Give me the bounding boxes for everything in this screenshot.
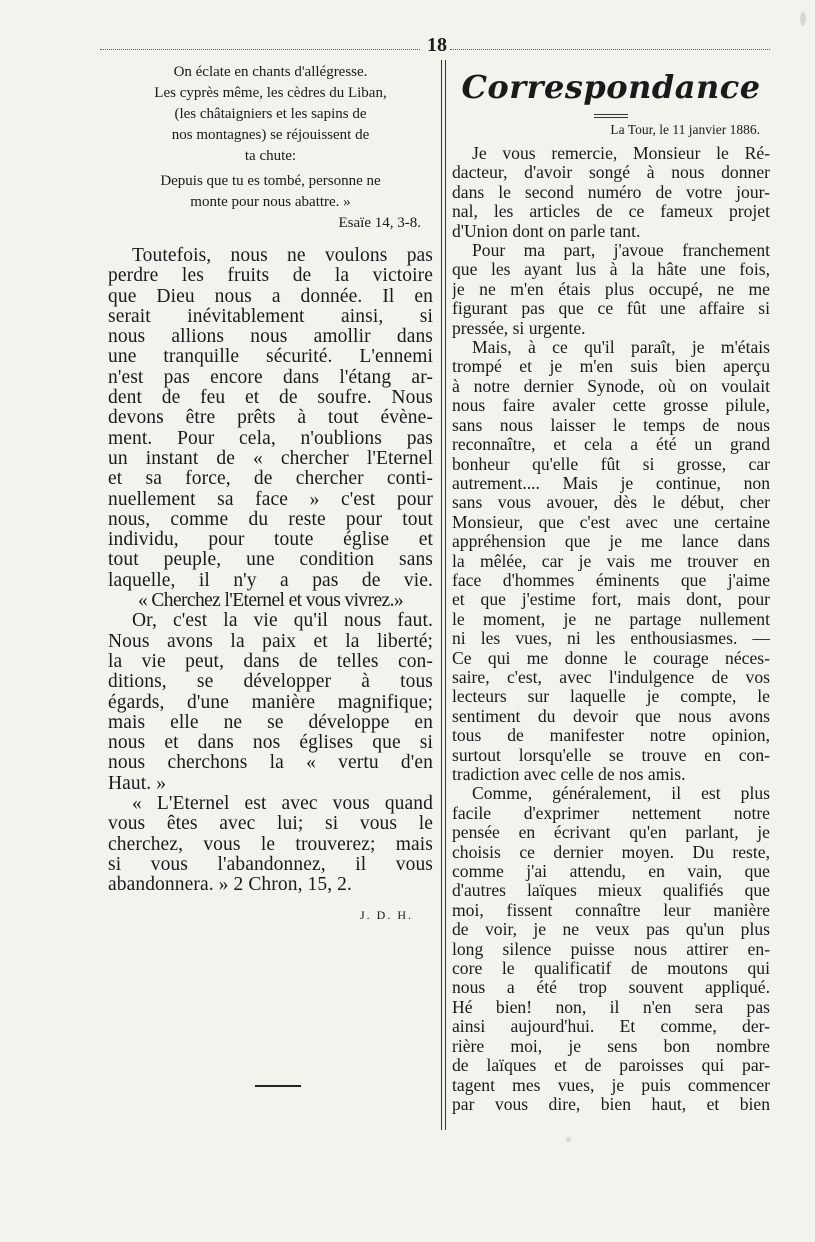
verse-line: Les cyprès même, les cèdres du Liban, [154, 85, 387, 101]
text-line: dacteur, d'avoir songé à nous donner [452, 163, 770, 183]
text-line: moi, fissent connaître leur manière [452, 900, 770, 920]
heading-rule [594, 114, 628, 118]
text-line: Ce qui me donne le courage néces- [452, 648, 770, 668]
text-line: nous et dans nos églises que si [108, 733, 433, 754]
left-paragraph-1 [108, 246, 433, 611]
text-line: une tranquille sécurité. L'ennemi [108, 347, 433, 368]
text-line: face d'hommes éminents que j'aime [452, 570, 770, 590]
text-line: tagent mes vues, je puis commencer [452, 1075, 770, 1095]
text-line: de voir, je ne veux pas qu'un plus [452, 920, 770, 940]
text-line: que les ayant lus à la hâte une fois, [452, 260, 770, 280]
end-rule [255, 1085, 301, 1087]
section-heading: Correspondance [461, 68, 761, 106]
text-line: bonheur qu'elle fût si grosse, car [452, 454, 770, 474]
text-line: et sa force, de chercher conti- [108, 469, 433, 490]
text-line: mais elle ne se développe en [108, 712, 433, 733]
text-line: serait inévitablement ainsi, si [108, 306, 433, 327]
text-line: si vous l'abandonnez, il vous [108, 854, 433, 875]
verse-line: monte pour nous abattre. » [190, 194, 351, 210]
header-rule-right [450, 49, 770, 50]
text-line: Je vous remercie, Monsieur le Ré- [472, 144, 770, 163]
text-line: tradiction avec celle de nos amis. [452, 765, 686, 784]
text-line: core le qualificatif de moutons qui [452, 959, 770, 979]
text-line: cherchez, vous le trouverez; mais [108, 834, 433, 855]
right-paragraph-1 [452, 144, 770, 241]
text-line: que Dieu nous a donnée. Il en [108, 286, 433, 307]
text-line: nous faire avaler cette grosse pilule, [452, 396, 770, 416]
text-line: tous de manifester notre opinion, [452, 726, 770, 746]
text-line: Toutefois, nous ne voulons pas [132, 246, 433, 266]
right-paragraph-3 [452, 338, 770, 784]
author-signature: J. D. H. [359, 907, 413, 922]
right-column [452, 68, 770, 1114]
right-paragraph-2 [452, 241, 770, 338]
text-line: appréhension que je me lance dans [452, 532, 770, 552]
ink-speck [566, 1137, 571, 1142]
text-line: tout peuple, une condition sans [108, 550, 433, 571]
text-line: nal, les articles de ce fameux projet [452, 202, 770, 222]
text-line: et que j'estime fort, mais dont, pour [452, 590, 770, 610]
text-line: le moment, je ne partage nullement [452, 609, 770, 629]
verse-line: Depuis que tu es tombé, personne ne [160, 173, 381, 189]
text-line: d'autres laïques mieux qualifiés que [452, 881, 770, 901]
left-paragraph-3 [108, 794, 433, 895]
verse-reference: Esaïe 14, 3-8. [338, 215, 421, 231]
verse-line: nos montagnes) se réjouissent de [171, 127, 370, 143]
text-line: devons être prêts à tout évène- [108, 408, 433, 429]
text-line: perdre les fruits de la victoire [108, 266, 433, 287]
text-line: Nous avons la paix et la liberté; [108, 631, 433, 652]
text-line: Pour ma part, j'avoue franchement [472, 241, 770, 261]
text-line: n'est pas encore dans l'étang ar- [108, 367, 433, 388]
text-line: à notre dernier Synode, où on voulait [452, 376, 770, 396]
text-line: par vous dire, bien haut, et bien [452, 1094, 770, 1114]
text-line: sans nous laisser le temps de nous [452, 415, 770, 435]
ink-speck [800, 12, 806, 26]
header-rule-left [100, 49, 420, 50]
text-line: pressée, si urgente. [452, 318, 586, 338]
left-column [108, 62, 433, 923]
text-line: Mais, à ce qu'il paraît, je m'étais [472, 338, 770, 358]
text-line: long silence puisse nous attirer en- [452, 939, 770, 959]
text-line: ment. Pour cela, n'oublions pas [108, 428, 433, 449]
text-line: ni les vues, ni les enthousiasmes. — [452, 629, 770, 649]
text-line: nuellement sa face » c'est pour [108, 489, 433, 510]
text-line: Or, c'est la vie qu'il nous faut. [132, 611, 433, 632]
text-line: « Cherchez l'Eternel et vous vivrez.» [137, 591, 404, 612]
left-paragraph-2 [108, 611, 433, 794]
text-line: sentiment du devoir que nous avons [452, 706, 770, 726]
text-line: figurant pas que ce fût une affaire si [452, 299, 770, 319]
text-line: laquelle, il n'y a pas de vie. [108, 570, 433, 591]
text-line: saire, c'est, avec l'indulgence de vos [452, 667, 770, 687]
right-paragraph-4 [452, 784, 770, 1114]
text-line: nous a été trop souvent appliqué. [452, 978, 770, 998]
text-line: individu, pour toute église et [108, 530, 433, 551]
text-line: Haut. » [108, 773, 167, 794]
text-line: reconnaître, et cela a été un grand [452, 435, 770, 455]
text-line: de laïques et de paroisses qui par- [452, 1056, 770, 1076]
text-line: sans vous avouer, dès le début, cher [452, 493, 770, 513]
text-line: lecteurs sur laquelle je compte, le [452, 687, 770, 707]
text-line: un instant de « chercher l'Eternel [108, 448, 433, 469]
text-line: choisis ce dernier moyen. Du reste, [452, 842, 770, 862]
text-line: Hé bien! non, il n'en sera pas [452, 997, 770, 1017]
text-line: nous allions nous amollir dans [108, 327, 433, 348]
text-line: la mêlée, car je vais me trouver en [452, 551, 770, 571]
text-line: abandonnera. » 2 Chron, 15, 2. [108, 875, 352, 896]
text-line: autrement.... Mais je continue, non [452, 473, 770, 493]
text-line: facile d'exprimer nettement notre [452, 803, 770, 823]
text-line: ditions, se développer à tous [108, 672, 433, 693]
text-line: d'Union dont on parle tant. [452, 221, 641, 241]
text-line: pensée en écrivant qu'en parlant, je [452, 823, 770, 843]
verse-quote [108, 62, 433, 234]
text-line: Monsieur, que c'est avec une certaine [452, 512, 770, 532]
verse-line: (les châtaigniers et les sapins de [174, 106, 367, 122]
verse-line: ta chute: [244, 148, 297, 164]
text-line: dent de feu et de soufre. Nous [108, 388, 433, 409]
text-line: nous cherchons la « vertu d'en [108, 753, 433, 774]
text-line: dans le second numéro de votre jour- [452, 182, 770, 202]
column-divider [441, 60, 446, 1130]
text-line: « L'Eternel est avec vous quand [132, 794, 433, 815]
text-line: nous, comme du reste pour tout [108, 509, 433, 530]
text-line: je ne m'en étais plus occupé, ne me [452, 279, 770, 299]
page-number: 18 [427, 34, 447, 56]
dateline: La Tour, le 11 janvier 1886. [610, 122, 760, 137]
text-line: la vie peut, dans de telles con- [108, 651, 433, 672]
text-line: comme j'ai attendu, en vain, que [452, 862, 770, 882]
text-line: rière moi, je sens bon nombre [452, 1036, 770, 1056]
text-line: Comme, généralement, il est plus [472, 784, 770, 804]
text-line: ainsi aujourd'hui. Et comme, der- [452, 1017, 770, 1037]
text-line: vous êtes avec lui; si vous le [108, 814, 433, 835]
verse-line: On éclate en chants d'allégresse. [173, 64, 368, 80]
text-line: égards, d'une manière magnifique; [108, 692, 433, 713]
text-line: surtout lorsqu'elle se trouve en con- [452, 745, 770, 765]
text-line: trompé et je m'en suis bien aperçu [452, 357, 770, 377]
